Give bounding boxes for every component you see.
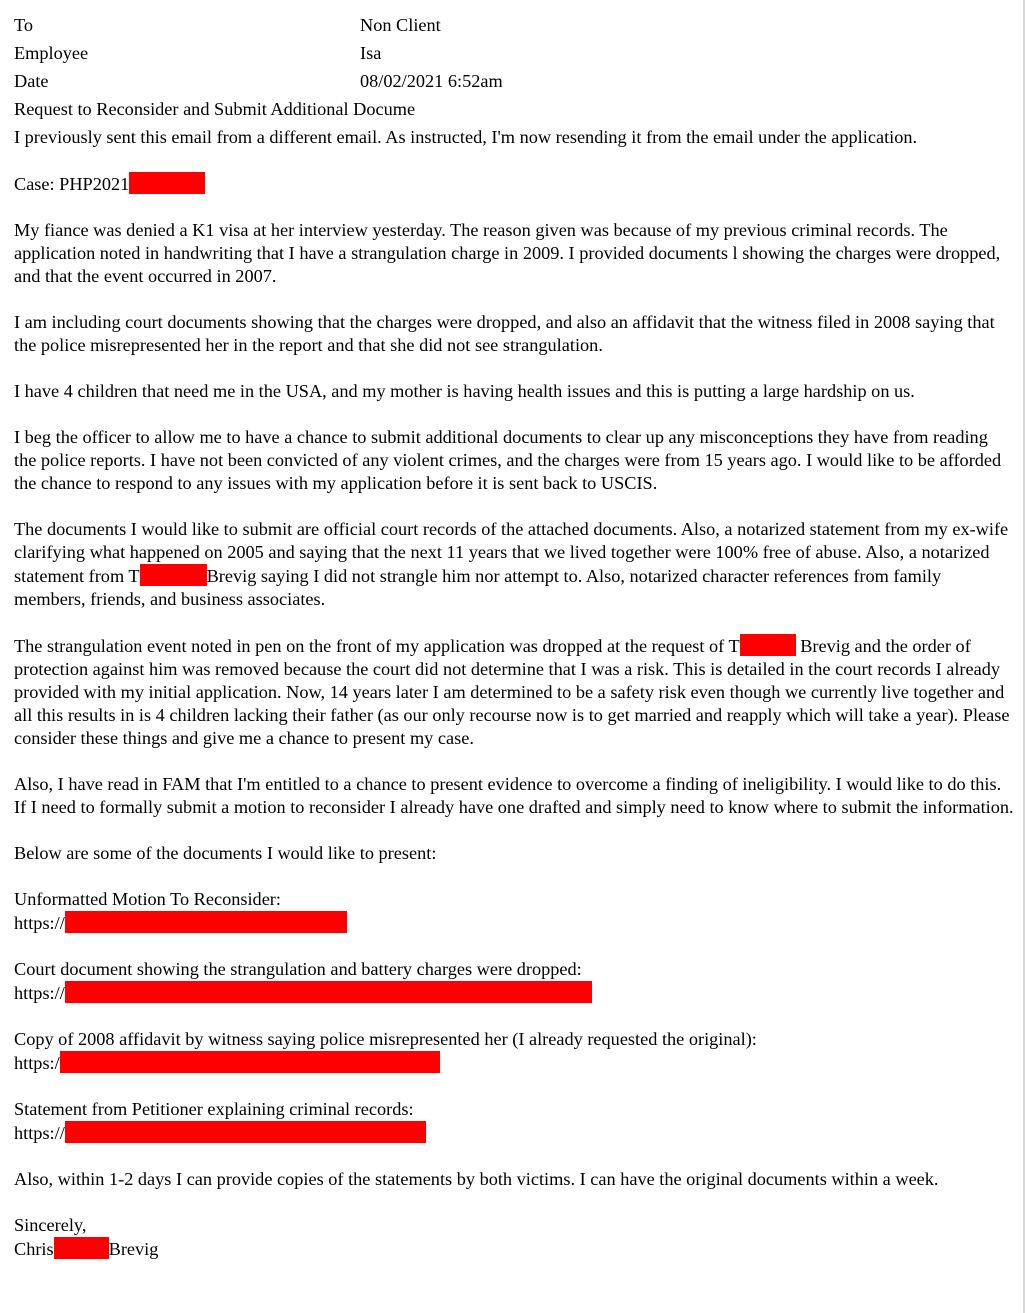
documents-intro: Below are some of the documents I would like to present: xyxy=(14,843,437,863)
redaction-box xyxy=(65,981,592,1003)
closing-text: Sincerely, xyxy=(14,1215,87,1235)
date-value: 08/02/2021 6:52am xyxy=(360,71,503,91)
fam-paragraph: Also, I have read in FAM that I'm entitled to a chance to present evidence to overcome a finding of ineligibility. I would like to do this. If I need to formally submit a motion to reconsider I already have one drafted and simply need to know where to submit the information. xyxy=(14,774,1014,817)
documents-text-a: The documents I would like to submit are official court records of the attached documents. Also, a notarized statement from my ex-wife clarifying what happened on 2005 and saying that the next 11 years that we lived together were 100% free of abuse. Also, a notarized statement from T xyxy=(14,519,1009,586)
event-paragraph xyxy=(14,634,1014,750)
event-text-b: Brevig and the order of protection against him was removed because the court did not determine that I was a risk. This is detailed in the court records I already provided with my initial application. Now, 14 years later I am determined to be a safety risk even though we currently live together and all this results in is 4 children lacking their father (as our only recourse now is to get married and reapply which will take a year). Please consider these things and give me a chance to present my case. xyxy=(14,636,1010,748)
employee-label: Employee xyxy=(14,43,89,63)
link-prefix[interactable]: https:// xyxy=(14,983,65,1003)
redaction-box xyxy=(140,564,207,586)
denial-paragraph: My fiance was denied a K1 visa at her interview yesterday. The reason given was because of my previous criminal records. The application noted in handwriting that I have a strangulation charge in 2009. I provided documents l showing the charges were dropped, and that the event occurred in 2007. xyxy=(14,220,1001,286)
to-row xyxy=(14,14,1014,42)
request-paragraph: I beg the officer to allow me to have a chance to submit additional documents to clear up any misconceptions they have from reading the police reports. I have not been convicted of any violent crimes, and the charges were from 15 years ago. I would like to be afforded the chance to respond to any issues with my application before it is sent back to USCIS. xyxy=(14,427,1002,493)
document-link[interactable] xyxy=(14,1121,1014,1145)
signature-block xyxy=(14,1214,1014,1261)
document-title: Court document showing the strangulation and battery charges were dropped: xyxy=(14,959,582,979)
employee-row xyxy=(14,42,1014,70)
link-prefix[interactable]: https:// xyxy=(14,1123,65,1143)
documents-paragraph xyxy=(14,518,1014,611)
event-text-a: The strangulation event noted in pen on the front of my application was dropped at the request of T xyxy=(14,636,740,656)
document-item xyxy=(14,958,1014,1005)
document-item xyxy=(14,1098,1014,1145)
to-label: To xyxy=(14,15,34,35)
document-item xyxy=(14,888,1014,935)
to-value: Non Client xyxy=(360,15,441,35)
document-link[interactable] xyxy=(14,911,1014,935)
document-item xyxy=(14,1028,1014,1075)
document-title: Unformatted Motion To Reconsider: xyxy=(14,889,281,909)
redaction-box xyxy=(65,911,347,933)
case-number xyxy=(14,172,1014,196)
redaction-box xyxy=(129,172,205,194)
link-prefix[interactable]: https:// xyxy=(14,913,65,933)
signature-first: Chris xyxy=(14,1239,54,1259)
email-subject: Request to Reconsider and Submit Additional Docume xyxy=(14,99,416,119)
redaction-box xyxy=(740,634,796,656)
redaction-box xyxy=(54,1237,109,1259)
link-prefix[interactable]: https:/ xyxy=(14,1053,60,1073)
document-link[interactable] xyxy=(14,981,1014,1005)
case-prefix: Case: PHP2021 xyxy=(14,174,130,194)
email-document xyxy=(14,14,1014,1261)
date-label: Date xyxy=(14,71,49,91)
document-title: Statement from Petitioner explaining criminal records: xyxy=(14,1099,414,1119)
signature-name xyxy=(14,1237,1014,1261)
signature-last: Brevig xyxy=(108,1239,159,1259)
redaction-box xyxy=(65,1121,426,1143)
redaction-box xyxy=(60,1051,440,1073)
hardship-paragraph: I have 4 children that need me in the USA, and my mother is having health issues and this is putting a large hardship on us. xyxy=(14,381,915,401)
court-documents-paragraph: I am including court documents showing that the charges were dropped, and also an affidavit that the witness filed in 2008 saying that the police misrepresented her in the report and that she did not see strangulation. xyxy=(14,312,995,355)
closing-paragraph: Also, within 1-2 days I can provide copies of the statements by both victims. I can have the original documents within a week. xyxy=(14,1169,939,1189)
document-title: Copy of 2008 affidavit by witness saying police misrepresented her (I already requested the original): xyxy=(14,1029,757,1049)
document-link[interactable] xyxy=(14,1051,1014,1075)
date-row xyxy=(14,70,1014,98)
employee-value: Isa xyxy=(360,43,382,63)
intro-paragraph: I previously sent this email from a different email. As instructed, I'm now resending it from the email under the application. xyxy=(14,127,918,147)
documents-text-b: Brevig saying I did not strangle him nor attempt to. Also, notarized character references from family members, friends, and business associates. xyxy=(14,566,942,609)
